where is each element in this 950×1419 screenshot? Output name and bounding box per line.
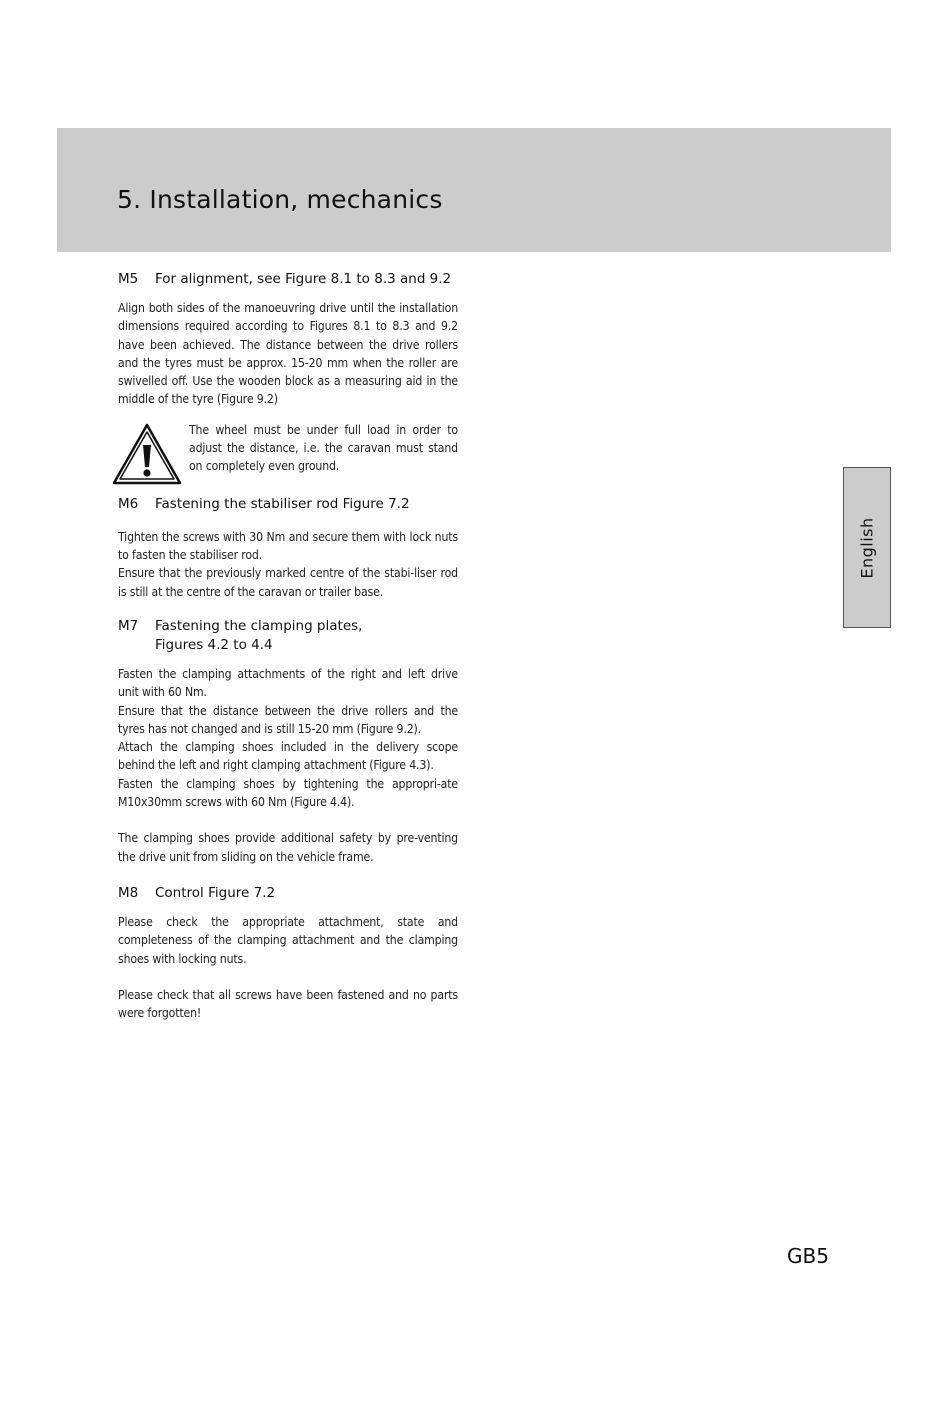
paragraph: Ensure that the previously marked centre of the stabi-liser rod is still at the centre of the caravan or trailer base. xyxy=(118,566,458,599)
language-tab xyxy=(843,467,891,628)
paragraph: Fasten the clamping shoes by tightening the appropri-ate M10x30mm screws with 60 Nm (Figure 4.4). xyxy=(118,776,458,810)
warning-triangle-icon xyxy=(112,423,182,485)
section-heading-m8 xyxy=(118,884,458,903)
section-number: M6 xyxy=(118,495,139,512)
paragraph: Attach the clamping shoes included in the delivery scope behind the left and right clamping attachment (Figure 4.3). xyxy=(118,740,458,773)
warning-text: The wheel must be under full load in order to adjust the distance, i.e. the caravan must stand on completely even ground. xyxy=(189,422,458,474)
paragraph: The clamping shoes provide additional safety by pre-venting the drive unit from sliding on the vehicle frame. xyxy=(118,831,458,864)
section-title: For alignment, see Figure 8.1 to 8.3 and 9.2 xyxy=(155,271,452,287)
language-tab-label: English xyxy=(857,516,877,579)
section-number: M7 xyxy=(118,617,139,634)
section-heading-m7 xyxy=(118,617,458,655)
page-title: 5. Installation, mechanics xyxy=(117,185,443,214)
paragraph: Please check the appropriate attachment, state and completeness of the clamping attachment and the clamping shoes with locking nuts. xyxy=(118,914,458,966)
section-heading-m6 xyxy=(118,495,458,514)
paragraph: Fasten the clamping attachments of the right and left drive unit with 60 Nm. xyxy=(118,666,458,700)
paragraph: Align both sides of the manoeuvring drive until the installation dimensions required according to Figures 8.1 to 8.3 and 9.2 have been achieved. The distance between the drive rollers and the tyres must be approx. 15-20 mm when the roller are swivelled off. Use the wooden block as a measuring aid in the middle of the tyre (Figure 9.2) xyxy=(118,301,458,407)
section-title: Fastening the clamping plates, xyxy=(155,617,363,634)
paragraph: Tighten the screws with 30 Nm and secure them with lock nuts to fasten the stabiliser rod. xyxy=(118,529,458,563)
paragraph: Ensure that the distance between the drive rollers and the tyres has not changed and is still 15-20 mm (Figure 9.2). xyxy=(118,703,458,736)
warning-note xyxy=(112,421,458,485)
section-heading-m5 xyxy=(118,270,458,289)
section-number: M5 xyxy=(118,271,139,287)
section-title: Control Figure 7.2 xyxy=(155,884,276,901)
content-column xyxy=(118,270,458,1022)
paragraph: Please check that all screws have been fastened and no parts were forgotten! xyxy=(118,987,458,1021)
section-title-continued: Figures 4.2 to 4.4 xyxy=(155,636,273,653)
page-number: GB5 xyxy=(787,1244,829,1268)
section-number: M8 xyxy=(118,884,139,901)
section-title: Fastening the stabiliser rod Figure 7.2 xyxy=(155,495,410,512)
